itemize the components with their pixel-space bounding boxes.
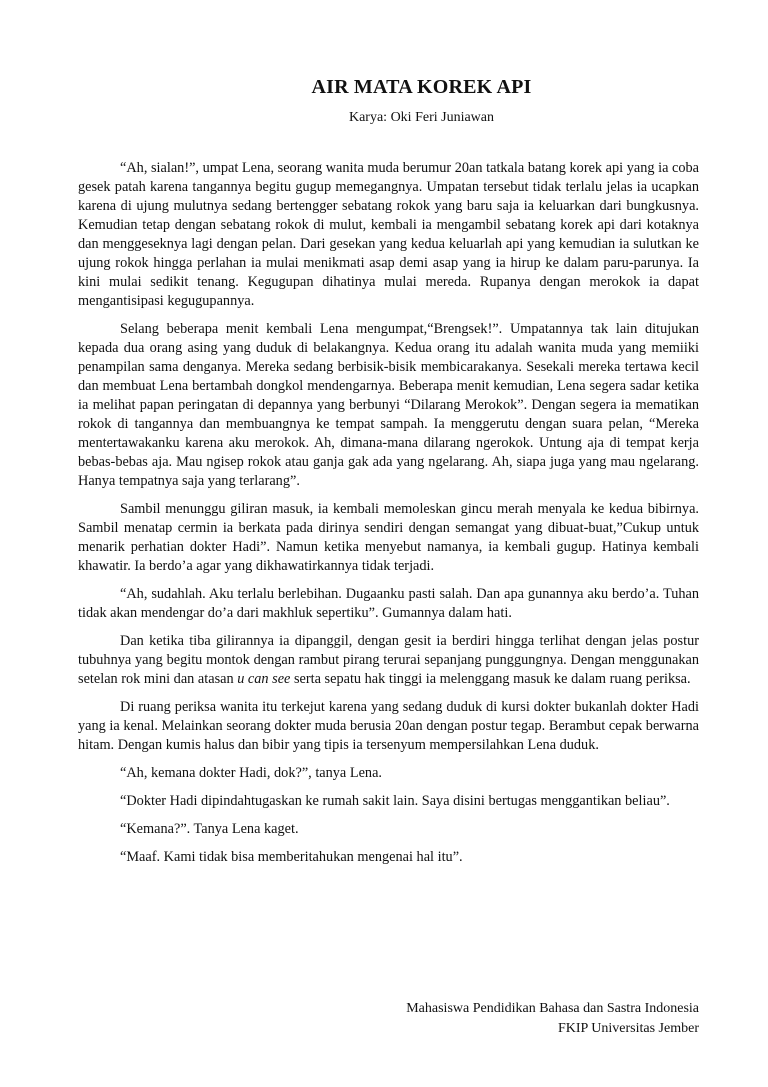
- paragraph-4: “Ah, sudahlah. Aku terlalu berlebihan. Dugaanku pasti salah. Dan apa gunannya aku berdo’a. Tuhan tidak akan mendengar do’a dari makhluk sepertiku”. Gumannya dalam hati.: [78, 586, 699, 621]
- document-page: [78, 76, 699, 876]
- paragraph-7: “Ah, kemana dokter Hadi, dok?”, tanya Lena.: [120, 765, 383, 781]
- paragraph-8: “Dokter Hadi dipindahtugaskan ke rumah sakit lain. Saya disini bertugas menggantikan beliau”.: [120, 793, 670, 809]
- paragraph-10: “Maaf. Kami tidak bisa memberitahukan mengenai hal itu”.: [120, 849, 463, 865]
- paragraph-9: “Kemana?”. Tanya Lena kaget.: [120, 821, 299, 837]
- paragraph-6: Di ruang periksa wanita itu terkejut karena yang sedang duduk di kursi dokter bukanlah dokter Hadi yang ia kenal. Melainkan seorang dokter muda berusia 20an dengan postur tegap. Berambut cepak berwarna hitam. Dengan kumis halus dan bibir yang tipis ia tersenyum mempersilahkan Lena duduk.: [78, 699, 699, 753]
- page-footer: [406, 999, 699, 1039]
- paragraph-5-text-b: serta sepatu hak tinggi ia melenggang masuk ke dalam ruang periksa.: [290, 671, 691, 687]
- author-line: Karya: Oki Feri Juniawan: [348, 110, 495, 125]
- paragraph-5-italic: u can see: [237, 671, 291, 687]
- paragraph-2: Selang beberapa menit kembali Lena mengumpat,“Brengsek!”. Umpatannya tak lain ditujukan kepada dua orang asing yang duduk di belakangnya. Kedua orang itu adalah wanita muda yang memiiki penampilan sama denganya. Mereka sedang berbisik-bisik membicarakanya. Sesekali mereka tertawa kecil dan membuat Lena bertambah dongkol mendengarnya. Beberapa menit kemudian, Lena segera sadar ketika ia melihat papan peringatan di depannya yang berbunyi “Dilarang Merokok”. Dengan segera ia mematikan rokok di tangannya dan membuangnya ke tempat sampah. Ia menggerutu dengan suara pelan, “Mereka mentertawakanku karena aku merokok. Ah, dimana-mana dilarang ngerokok. Untung aja di tempat kerja bebas-bebas aja. Mau ngisep rokok atau ganja gak ada yang ngelarang. Ah, siapa juga yang mau ngelarang. Hanya tempatnya saja yang terlarang”.: [78, 321, 699, 489]
- paragraph-1: “Ah, sialan!”, umpat Lena, seorang wanita muda berumur 20an tatkala batang korek api yang ia coba gesek patah karena tangannya begitu gugup memegangnya. Umpatan tersebut tidak terlalu jelas ia ucapkan karena di ujung mulutnya sedang bertengger sebatang rokok yang baru saja ia keluarkan dari bungkusnya. Kemudian tetap dengan sebatang rokok di mulut, kembali ia mengambil sebatang korek api dari kotaknya dan menggeseknya lagi dengan pelan. Dari gesekan yang kedua keluarlah api yang kemudian ia sulutkan ke ujung rokok hingga perlahan ia mulai menikmati asap demi asap yang ia hirup ke dalam paru-parunya. Ia kini mulai sedikit tenang. Kegugupan dihatinya mulai mereda. Rupanya dengan merokok ia dapat mengantisipasi kegugupannya.: [78, 160, 699, 309]
- paragraph-3: Sambil menunggu giliran masuk, ia kembali memoleskan gincu merah menyala ke kedua bibirnya. Sambil menatap cermin ia berkata pada dirinya sendiri dengan semangat yang dibuat-buat,”Cukup untuk menarik perhatian dokter Hadi”. Namun ketika menyebut namanya, ia kembali gugup. Hatinya kembali khawatir. Ia berdo’a agar yang dikhawatirkannya tidak terjadi.: [78, 501, 699, 574]
- paragraph-5: [78, 632, 699, 689]
- paragraph-5-text-a: Dan ketika tiba gilirannya ia dipanggil, dengan gesit ia berdiri hingga terlihat dengan jelas postur tubuhnya yang begitu montok dengan rambut pirang terurai sepanjang punggungnya. Dengan menggunakan setelan rok mini dan atasan: [78, 633, 699, 687]
- footer-institution: FKIP Universitas Jember: [557, 1021, 699, 1036]
- document-title: AIR MATA KOREK API: [311, 76, 532, 98]
- footer-affiliation: Mahasiswa Pendidikan Bahasa dan Sastra Indonesia: [406, 1001, 699, 1016]
